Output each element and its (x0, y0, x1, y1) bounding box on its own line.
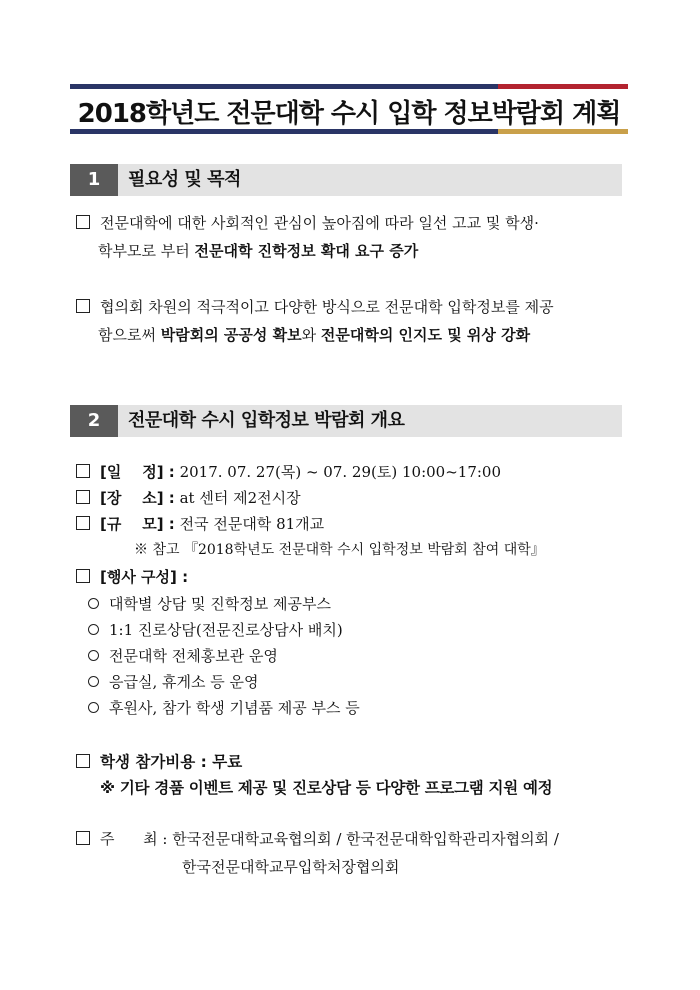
scale-row: [규 모] : 전국 전문대학 81개교 (76, 513, 324, 534)
checkbox-icon (76, 569, 90, 583)
checkbox-icon (76, 299, 90, 313)
circle-bullet-icon (88, 702, 99, 713)
event-item: 1:1 진로상담(전문진로상담사 배치) (88, 619, 343, 640)
checkbox-icon (76, 831, 90, 845)
participation-fee: 학생 참가비용 : 무료 (76, 750, 242, 772)
reference-note: ※ 참고 『2018학년도 전문대학 수시 입학정보 박람회 참여 대학』 (134, 542, 545, 558)
purpose-item-2-line-2: 함으로써 박람회의 공공성 확보와 전문대학의 인지도 및 위상 강화 (98, 326, 531, 344)
section-1-number: 1 (70, 164, 118, 196)
event-item: 응급실, 휴게소 등 운영 (88, 671, 258, 692)
place-row: [장 소] : at 센터 제2전시장 (76, 487, 301, 508)
event-item: 전문대학 전체홍보관 운영 (88, 645, 278, 666)
host-row-continued: 한국전문대학교무입학처장협의회 (182, 858, 400, 876)
checkbox-icon (76, 516, 90, 530)
event-composition-label: [행사 구성] : (76, 566, 188, 587)
emphasis-text: 전문대학 진학정보 확대 요구 증가 (194, 242, 419, 260)
section-1-title: 필요성 및 목적 (128, 169, 241, 190)
title-banner (70, 84, 628, 134)
schedule-row: [일 정] : 2017. 07. 27(목) ~ 07. 29(토) 10:00~17:00 (76, 461, 501, 482)
title-top-bar (70, 84, 628, 89)
checkbox-icon (76, 215, 90, 229)
purpose-item-1-line-2: 학부모로 부터 전문대학 진학정보 확대 요구 증가 (98, 242, 419, 260)
checkbox-icon (76, 754, 90, 768)
circle-bullet-icon (88, 624, 99, 635)
event-item: 후원사, 참가 학생 기념품 제공 부스 등 (88, 697, 360, 718)
checkbox-icon (76, 490, 90, 504)
section-1-header (70, 164, 622, 196)
purpose-item-1-line-1: 전문대학에 대한 사회적인 관심이 높아짐에 따라 일선 고교 및 학생· (76, 212, 539, 233)
circle-bullet-icon (88, 650, 99, 661)
section-2-title: 전문대학 수시 입학정보 박람회 개요 (128, 410, 405, 431)
document-title: 2018학년도 전문대학 수시 입학 정보박람회 계획 (77, 99, 621, 129)
title-bottom-bar (70, 129, 628, 134)
fee-note: ※ 기타 경품 이벤트 제공 및 진로상담 등 다양한 프로그램 지원 예정 (100, 779, 553, 797)
event-item: 대학별 상담 및 진학정보 제공부스 (88, 593, 331, 614)
purpose-item-2-line-1: 협의회 차원의 적극적이고 다양한 방식으로 전문대학 입학정보를 제공 (76, 296, 554, 317)
checkbox-icon (76, 464, 90, 478)
circle-bullet-icon (88, 598, 99, 609)
section-2-header (70, 405, 622, 437)
circle-bullet-icon (88, 676, 99, 687)
host-row: 주 최 : 한국전문대학교육협의회 / 한국전문대학입학관리자협의회 / (76, 828, 559, 849)
section-2-number: 2 (70, 405, 118, 437)
